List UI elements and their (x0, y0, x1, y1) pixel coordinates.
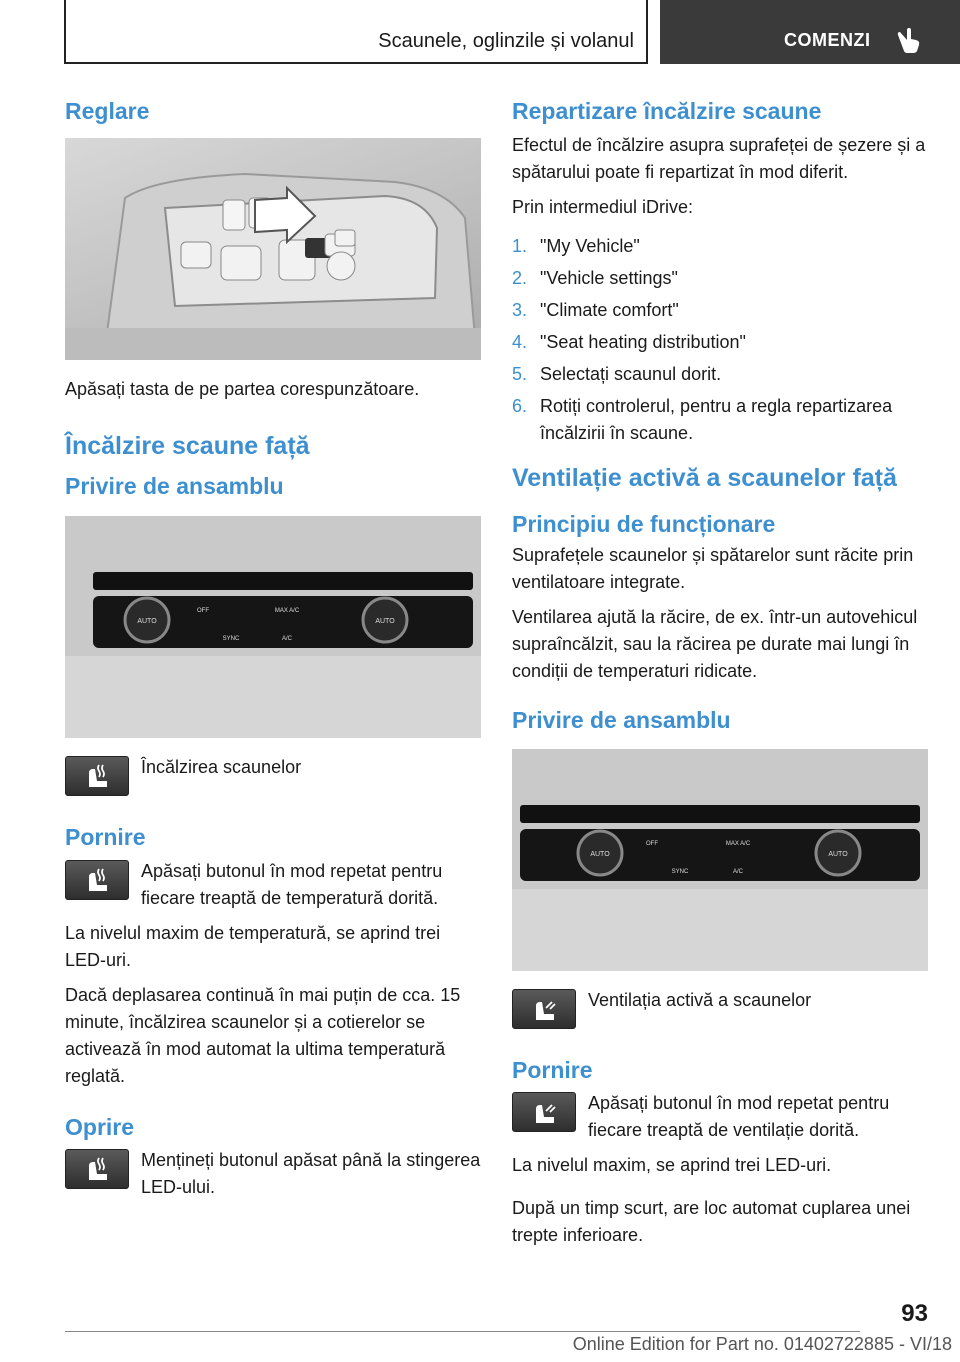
heating-icon-caption: Încălzirea scaunelor (141, 757, 302, 778)
distribution-p1: Efectul de încălzire asupra suprafeței de șezere și a spătarului poate fi repartizat în mod diferit. (512, 134, 926, 182)
seat-heating-icon (83, 763, 111, 789)
seat-heating-icon (83, 1156, 111, 1182)
page-number: 93 (901, 1300, 928, 1327)
heating-icon-row (65, 754, 483, 796)
ventilation-pornire-heading: Pornire (512, 1056, 593, 1083)
step-number: 6. (512, 395, 528, 416)
section-tab (660, 0, 960, 64)
seat-ventilation-button[interactable] (512, 1092, 576, 1132)
panel-auto-left: AUTO (137, 618, 157, 626)
step-number: 5. (512, 363, 528, 384)
seat-ventilation-icon (530, 996, 558, 1022)
list-item (512, 233, 930, 260)
ventilation-overview-heading: Privire de ansamblu (512, 707, 731, 734)
right-column (512, 98, 930, 1257)
list-item (512, 297, 930, 324)
list-item (512, 361, 930, 388)
chapter-title: Scaunele, oglinzile și volanul (378, 30, 634, 52)
step-text: Selectați scaunul dorit. (540, 363, 722, 384)
step-number: 2. (512, 267, 528, 288)
panel-ac: A/C (281, 636, 293, 643)
seat-adjust-photo (65, 138, 481, 360)
list-item (512, 393, 930, 447)
principle-p1: Suprafețele scaunelor și spătarelor sunt răcite prin ventilatoare integrate. (512, 545, 914, 593)
distribution-p2: Prin intermediul iDrive: (512, 196, 694, 217)
left-column (65, 98, 483, 1209)
seat-heating-button[interactable] (65, 756, 129, 796)
heating-main-heading: Încălzire scaune față (65, 431, 310, 460)
heating-pornire-p1: La nivelul maxim de temperatură, se aprind trei LED-uri. (65, 922, 441, 970)
principle-heading: Principiu de funcționare (512, 510, 776, 537)
step-text: Rotiți controlerul, pentru a regla repartizarea încălzirii în scaune. (540, 395, 893, 443)
seat-heating-icon (83, 867, 111, 893)
step-text: "Vehicle settings" (540, 267, 678, 288)
heating-oprire-row (65, 1147, 483, 1201)
edition-note: Online Edition for Part no. 01402722885 - VI/18 (572, 1334, 952, 1354)
panel-auto-right: AUTO (828, 850, 848, 858)
header-box (64, 0, 648, 64)
panel-ac: A/C (732, 868, 744, 875)
panel-sync: SYNC (222, 636, 240, 643)
step-number: 3. (512, 299, 528, 320)
distribution-heading: Repartizare încălzire scaune (512, 98, 822, 124)
step-text: "My Vehicle" (540, 235, 640, 256)
panel-maxac: MAX A/C (725, 840, 751, 847)
idrive-steps (512, 233, 930, 447)
ventilation-pornire-p2: După un timp scurt, are loc automat cuplarea unei trepte inferioare. (512, 1198, 911, 1246)
panel-off: OFF (197, 608, 209, 615)
step-text: "Climate comfort" (540, 299, 679, 320)
heating-overview-heading: Privire de ansamblu (65, 472, 284, 499)
climate-control-panel (65, 516, 481, 738)
reglare-caption: Apăsați tasta de pe partea corespunzătoare. (65, 378, 420, 399)
ventilation-panel-photo (512, 749, 928, 971)
seat-ventilation-button[interactable] (512, 989, 576, 1029)
panel-auto-right: AUTO (375, 618, 395, 626)
list-item (512, 329, 930, 356)
panel-maxac: MAX A/C (274, 608, 300, 615)
ventilation-pornire-text: Apăsați butonul în mod repetat pentru fiecare treaptă de ventilație dorită. (588, 1093, 890, 1141)
panel-off: OFF (646, 840, 658, 847)
panel-auto-left: AUTO (590, 850, 610, 858)
reglare-heading: Reglare (65, 98, 150, 124)
ventilation-icon-row (512, 987, 930, 1029)
heating-oprire-heading: Oprire (65, 1113, 135, 1140)
heating-pornire-p2: Dacă deplasarea continuă în mai puțin de cca. 15 minute, încălzirea scaunelor și a cotierelor se activează în mod automat la ultima temperatură reglată. (65, 984, 461, 1086)
heating-oprire-text: Mențineți butonul apăsat până la stingerea LED-ului. (141, 1150, 481, 1198)
ventilation-icon-caption: Ventilația activă a scaunelor (588, 989, 812, 1010)
heating-pornire-row (65, 858, 483, 912)
ventilation-pornire-p1: La nivelul maxim, se aprind trei LED-uri. (512, 1155, 832, 1176)
seat-heating-button[interactable] (65, 860, 129, 900)
principle-p2: Ventilarea ajută la răcire, de ex. într-un autovehicul supraîncălzit, sau la răcirea pe durate mai lungi în condiții de temperaturi ridicate. (512, 607, 918, 682)
heating-pornire-heading: Pornire (65, 824, 146, 851)
seat-ventilation-icon (530, 1099, 558, 1125)
seat-heating-button[interactable] (65, 1149, 129, 1189)
hand-pointer-icon (896, 26, 922, 54)
footer-divider (65, 1331, 860, 1332)
climate-panel-photo (65, 516, 481, 738)
step-number: 1. (512, 235, 528, 256)
panel-sync: SYNC (671, 868, 689, 875)
ventilation-pornire-row (512, 1090, 930, 1144)
list-item (512, 265, 930, 292)
step-number: 4. (512, 331, 528, 352)
seat-control-illustration (65, 138, 481, 360)
ventilation-main-heading: Ventilație activă a scaunelor față (512, 463, 897, 492)
climate-control-panel (512, 749, 928, 971)
step-text: "Seat heating distribution" (540, 331, 746, 352)
heating-pornire-text: Apăsați butonul în mod repetat pentru fiecare treaptă de temperatură dorită. (141, 860, 443, 908)
section-tab-label: COMENZI (784, 30, 871, 50)
